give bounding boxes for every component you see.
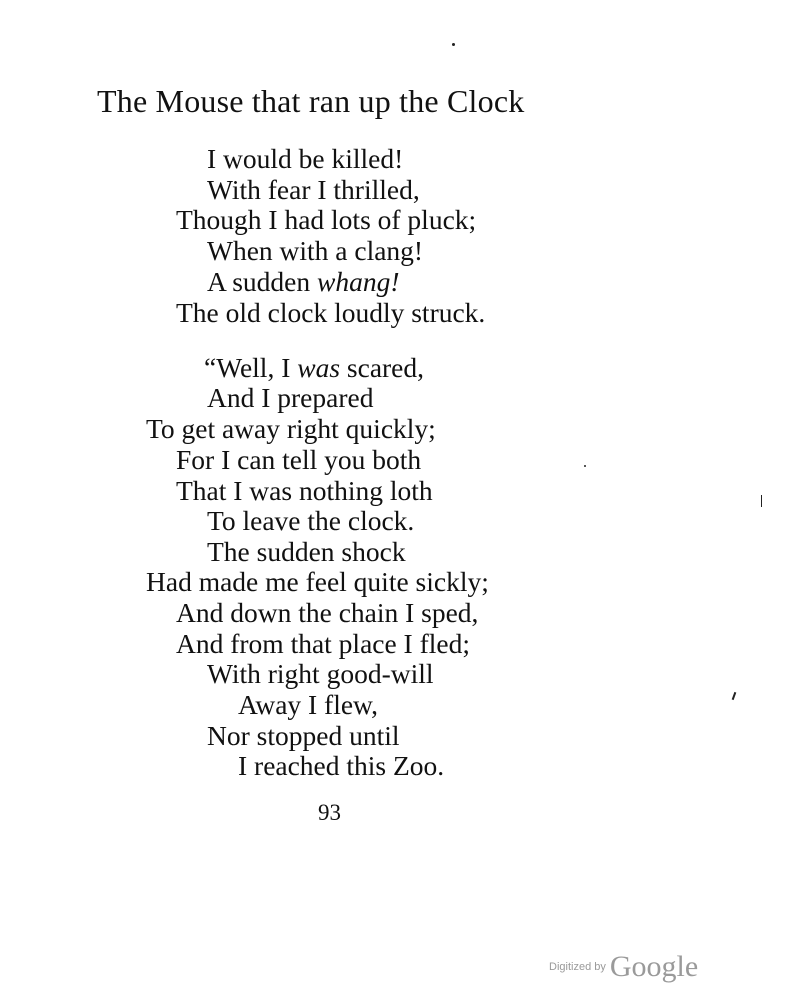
scan-speck bbox=[732, 692, 737, 700]
line-text: Away I flew, bbox=[238, 689, 379, 720]
line-text: To leave the clock. bbox=[207, 505, 415, 536]
line-text: Though I had lots of pluck; bbox=[176, 204, 477, 235]
poem-line bbox=[207, 722, 400, 750]
poem-line bbox=[146, 415, 436, 443]
poem-line bbox=[238, 691, 378, 719]
line-text: When with a clang! bbox=[207, 235, 424, 266]
line-text: And from that place I fled; bbox=[176, 628, 470, 659]
line-text: That I was nothing loth bbox=[176, 475, 433, 506]
line-text: scared, bbox=[340, 352, 425, 383]
line-text: To get away right quickly; bbox=[146, 413, 436, 444]
poem-line bbox=[204, 354, 424, 382]
line-text: A sudden bbox=[207, 266, 317, 297]
watermark-prefix: Digitized by bbox=[549, 961, 606, 973]
line-text: The sudden shock bbox=[207, 536, 406, 567]
italic-word: was bbox=[297, 352, 341, 383]
line-text: I reached this Zoo. bbox=[238, 750, 445, 781]
line-text: And I prepared bbox=[207, 382, 374, 413]
poem-line bbox=[238, 752, 444, 780]
line-text: I would be killed! bbox=[207, 143, 404, 174]
scan-speck bbox=[584, 465, 586, 467]
line-text: With right good-will bbox=[207, 658, 434, 689]
poem-line bbox=[146, 568, 489, 596]
poem-line bbox=[207, 237, 423, 265]
poem-line bbox=[207, 660, 434, 688]
poem-line bbox=[207, 384, 373, 412]
line-text: “Well, I bbox=[204, 352, 298, 383]
line-text: For I can tell you both bbox=[176, 444, 422, 475]
poem-line bbox=[207, 145, 403, 173]
poem-line bbox=[176, 599, 478, 627]
line-text: With fear I thrilled, bbox=[207, 174, 420, 205]
scan-speck bbox=[452, 43, 455, 46]
poem-title: The Mouse that ran up the Clock bbox=[97, 83, 525, 119]
poem-line bbox=[176, 630, 470, 658]
line-text: And down the chain I sped, bbox=[176, 597, 479, 628]
italic-word: whang! bbox=[317, 266, 400, 297]
scan-speck bbox=[761, 495, 762, 507]
poem-line bbox=[207, 507, 414, 535]
poem-line bbox=[207, 268, 400, 296]
line-text: Had made me feel quite sickly; bbox=[146, 566, 489, 597]
poem-line bbox=[176, 477, 433, 505]
line-text: Nor stopped until bbox=[207, 720, 400, 751]
poem-line bbox=[176, 206, 476, 234]
page-number: 93 bbox=[318, 800, 341, 825]
line-text: The old clock loudly struck. bbox=[176, 297, 486, 328]
poem-line bbox=[207, 538, 406, 566]
poem-line bbox=[176, 446, 421, 474]
poem-line bbox=[176, 299, 485, 327]
watermark-brand: Google bbox=[609, 950, 699, 983]
poem-line bbox=[207, 176, 420, 204]
digitized-watermark bbox=[549, 950, 698, 984]
